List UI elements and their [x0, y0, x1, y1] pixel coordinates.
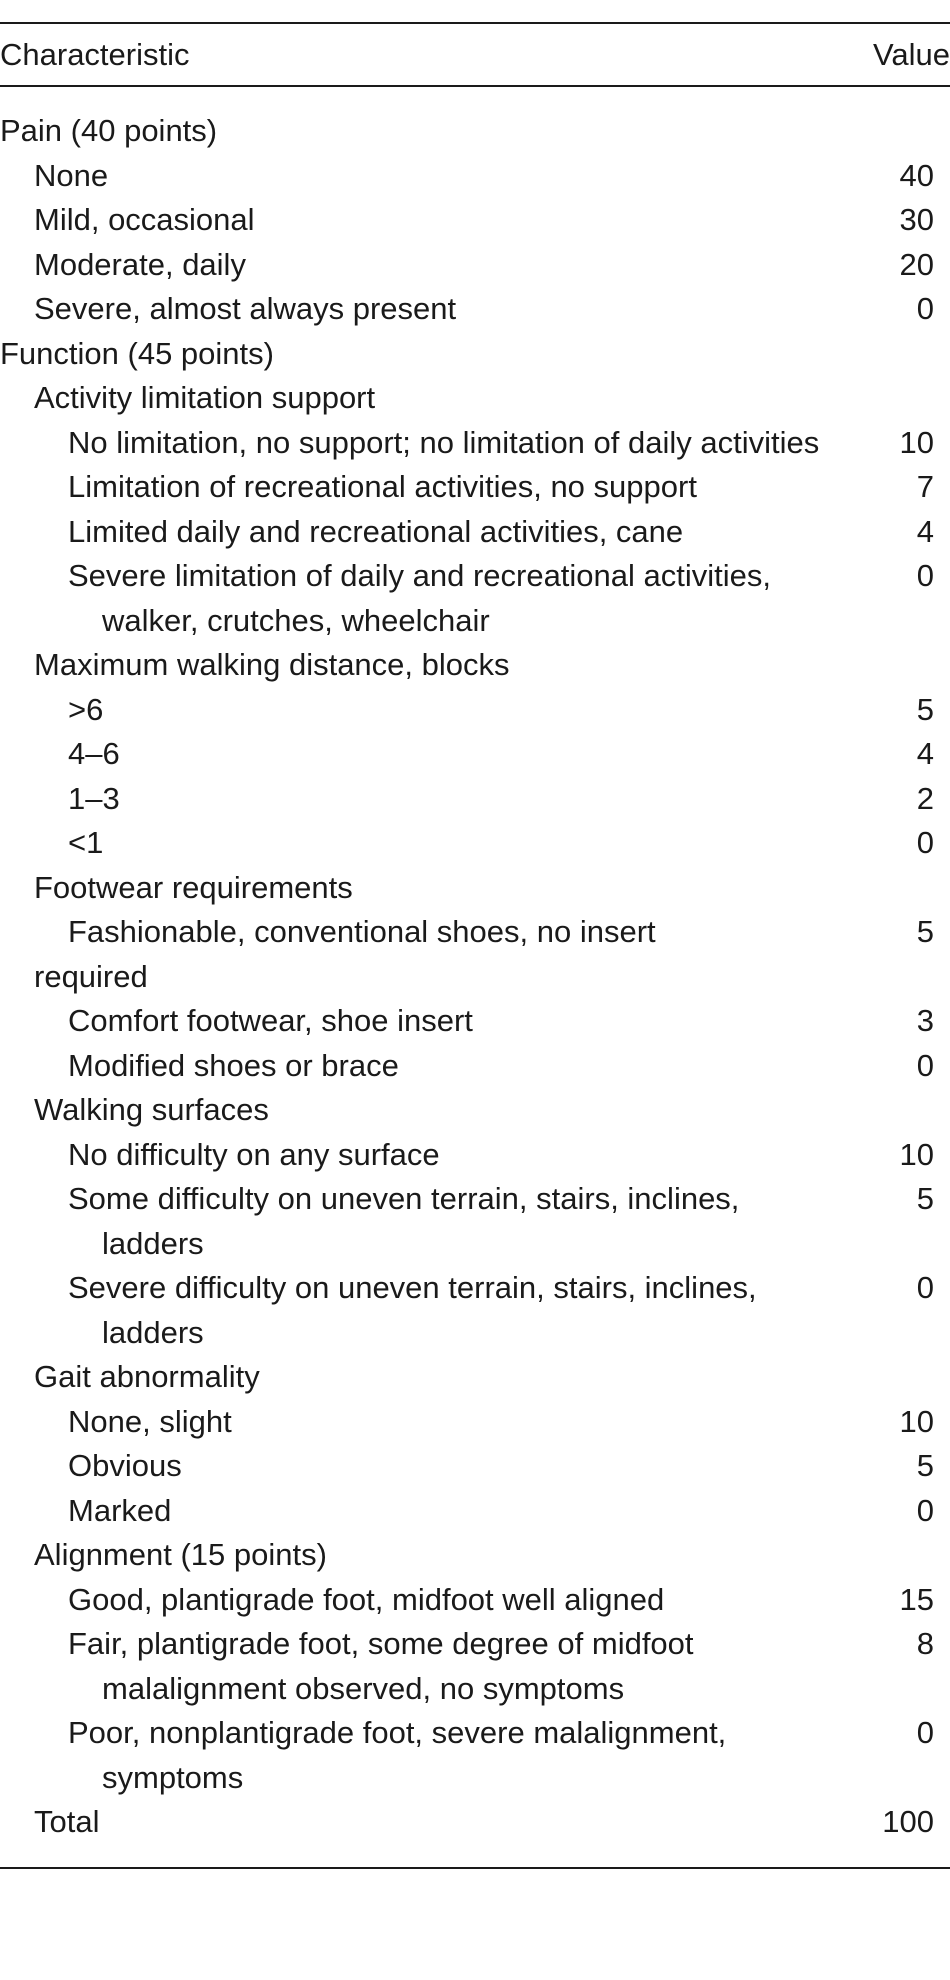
table-row: [0, 510, 950, 555]
row-label: Mild, occasional: [34, 202, 255, 237]
table-row: [0, 376, 950, 421]
row-label: Obvious: [68, 1448, 182, 1483]
row-value: 0: [916, 1492, 934, 1528]
row-label: Activity limitation support: [34, 380, 376, 415]
row-value: 40: [899, 157, 934, 193]
bottom-rule: [0, 1867, 950, 1869]
row-label: No limitation, no support; no limitation of daily activities: [68, 424, 820, 460]
table-row: [0, 732, 950, 777]
row-value: 0: [916, 1047, 934, 1083]
row-value: 2: [916, 780, 934, 816]
table-row: [0, 1266, 950, 1355]
row-label: Alignment (15 points): [34, 1537, 327, 1572]
table-row: [0, 866, 950, 911]
row-label: None: [34, 157, 109, 193]
row-value: 10: [899, 424, 934, 460]
row-label: Limitation of recreational activities, no support: [68, 469, 697, 504]
row-label: No difficulty on any surface: [68, 1136, 440, 1172]
table-row: [0, 1578, 950, 1623]
table-row: [0, 1800, 950, 1845]
row-label: 1–3: [68, 780, 120, 816]
table-row: [0, 821, 950, 866]
row-value: 3: [916, 1003, 934, 1038]
table-header: [0, 24, 950, 85]
table-row: [0, 999, 950, 1044]
table-row: [0, 1533, 950, 1578]
table-row: [0, 777, 950, 822]
table-row: [0, 643, 950, 688]
table-row: [0, 1711, 950, 1800]
row-label: Walking surfaces: [34, 1092, 269, 1127]
row-value: 0: [916, 1270, 934, 1305]
row-label: Limited daily and recreational activities, cane: [68, 513, 684, 549]
row-label: Pain (40 points): [0, 113, 218, 148]
table-row: [0, 1177, 950, 1266]
row-label: Severe limitation of daily and recreational activities, walker, crutches, wheelchair: [68, 558, 772, 638]
row-label: Marked: [68, 1492, 172, 1528]
row-label: [0, 910, 840, 999]
table-row: [0, 421, 950, 466]
header-value: Value: [873, 36, 950, 72]
row-label: Comfort footwear, shoe insert: [68, 1003, 473, 1038]
row-label: Maximum walking distance, blocks: [34, 647, 510, 682]
table-row: [0, 465, 950, 510]
row-value: 100: [882, 1804, 934, 1839]
table-row: [0, 1355, 950, 1400]
row-value: 15: [899, 1581, 934, 1617]
table-row: [0, 332, 950, 377]
table-row: [0, 910, 950, 999]
row-label: Good, plantigrade foot, midfoot well aligned: [68, 1581, 665, 1617]
table-row: [0, 109, 950, 154]
row-label: Footwear requirements: [34, 869, 353, 905]
row-value: 0: [916, 558, 934, 593]
row-label: Severe difficulty on uneven terrain, stairs, inclines, ladders: [68, 1270, 757, 1350]
row-label: 4–6: [68, 736, 120, 771]
row-value: 5: [916, 1181, 934, 1216]
scoring-table: [0, 22, 950, 1869]
row-label: >6: [68, 691, 104, 727]
row-value: 10: [899, 1136, 934, 1172]
table-row: [0, 1400, 950, 1445]
row-label: Poor, nonplantigrade foot, severe malalignment, symptoms: [68, 1715, 727, 1795]
row-label: Function (45 points): [0, 335, 274, 371]
table-row: [0, 1044, 950, 1089]
table-row: [0, 198, 950, 243]
table-row: [0, 154, 950, 199]
row-label: <1: [68, 825, 104, 860]
table-row: [0, 1622, 950, 1711]
row-value: 5: [916, 1448, 934, 1483]
table-row: [0, 287, 950, 332]
row-label: Some difficulty on uneven terrain, stairs, inclines, ladders: [68, 1181, 740, 1261]
table-row: [0, 1444, 950, 1489]
table-row: [0, 243, 950, 288]
table-body: [0, 87, 950, 1867]
row-value: 30: [899, 202, 934, 237]
row-label: Moderate, daily: [34, 246, 246, 282]
table-row: [0, 1489, 950, 1534]
row-value: 0: [916, 291, 934, 326]
header-characteristic: Characteristic: [0, 36, 190, 72]
row-value: 7: [916, 469, 934, 504]
row-label-text: Fashionable, conventional shoes, no insert: [68, 914, 656, 949]
row-label: Total: [34, 1804, 100, 1839]
row-value: 20: [899, 246, 934, 282]
row-label: None, slight: [68, 1403, 232, 1439]
row-value: 8: [916, 1626, 934, 1661]
row-value: 0: [916, 1715, 934, 1750]
row-value: 4: [916, 736, 934, 771]
row-label: Severe, almost always present: [34, 291, 457, 326]
table-row: [0, 688, 950, 733]
row-label-continuation: required: [34, 958, 148, 994]
table-row: [0, 1088, 950, 1133]
table-row: [0, 554, 950, 643]
row-value: 4: [916, 513, 934, 549]
row-value: 5: [916, 914, 934, 949]
row-label: Gait abnormality: [34, 1359, 260, 1394]
row-value: 10: [899, 1403, 934, 1439]
row-label: Fair, plantigrade foot, some degree of midfoot malalignment observed, no symptoms: [68, 1626, 694, 1706]
table-row: [0, 1133, 950, 1178]
row-value: 5: [916, 691, 934, 727]
row-label: Modified shoes or brace: [68, 1047, 399, 1083]
row-value: 0: [916, 825, 934, 860]
